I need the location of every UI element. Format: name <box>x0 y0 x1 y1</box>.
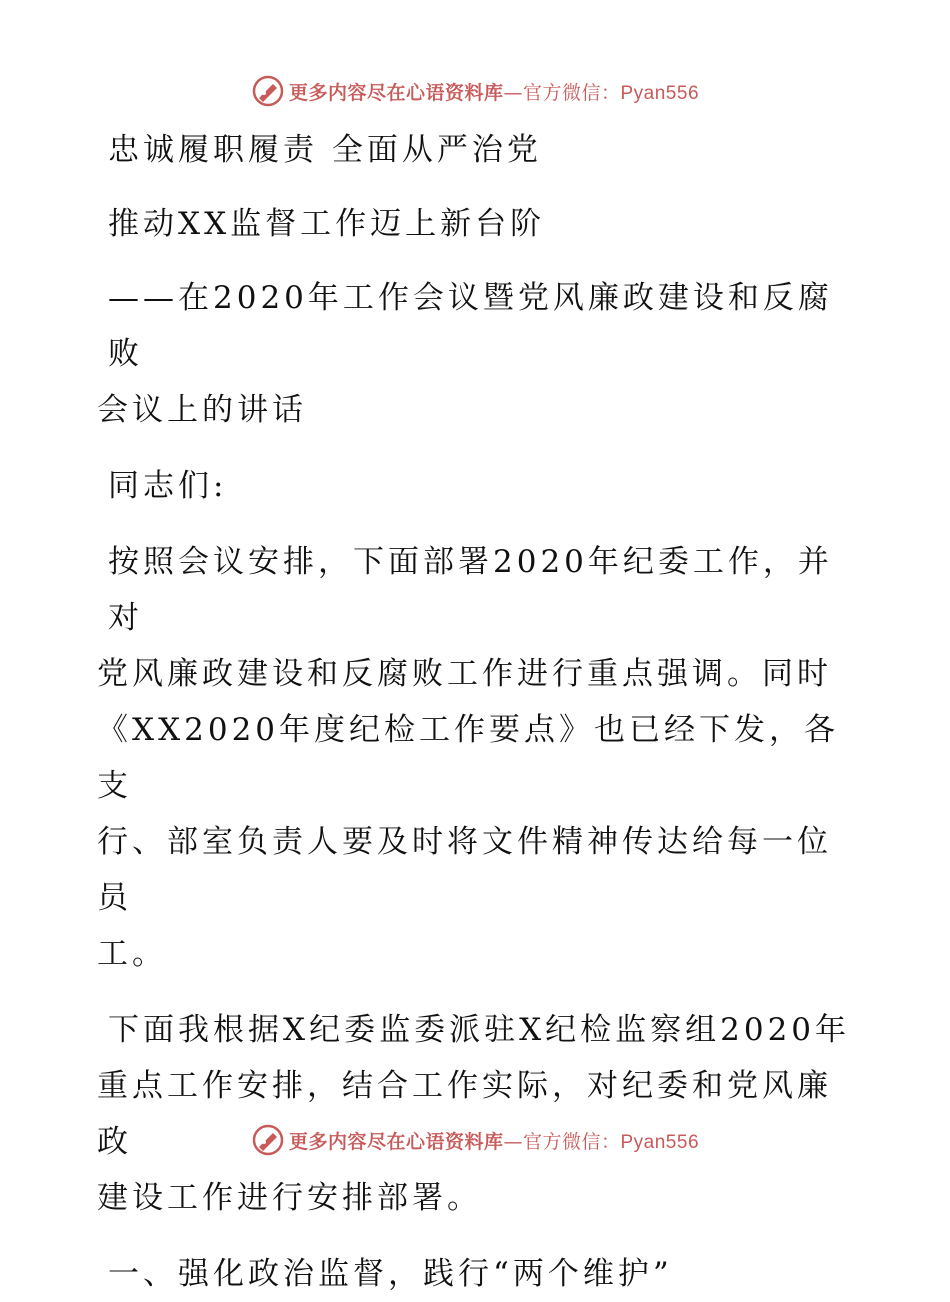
watermark-wechat-id: Pyan556 <box>620 1131 700 1153</box>
watermark-text <box>289 1127 699 1154</box>
pen-logo-icon <box>251 74 285 108</box>
paragraph-1 <box>97 534 857 982</box>
footer-watermark-banner <box>0 1120 950 1160</box>
header-watermark-banner <box>0 71 950 111</box>
paragraph-1-line-2: 党风廉政建设和反腐败工作进行重点强调。同时 <box>97 656 832 692</box>
subtitle-line-2: 会议上的讲话 <box>97 392 307 428</box>
watermark-label: 官方微信： <box>522 81 621 104</box>
paragraph-1-line-1: 按照会议安排，下面部署2020年纪委工作，并对 <box>108 544 833 636</box>
paragraph-1-line-4: 行、部室负责人要及时将文件精神传达给每一位员 <box>97 824 832 916</box>
watermark-main-text: 更多内容尽在心语资料库 <box>288 81 504 104</box>
title-line-1: 忠诚履职履责 全面从严治党 <box>108 132 542 168</box>
watermark-group <box>251 1123 699 1157</box>
watermark-wechat-id: Pyan556 <box>620 82 700 104</box>
watermark-dash: — <box>503 81 523 104</box>
watermark-dash: — <box>503 1130 523 1153</box>
salutation: 同志们: <box>108 468 228 504</box>
section-heading-1: 一、强化政治监督，践行“两个维护” <box>108 1256 673 1292</box>
watermark-text <box>289 78 699 105</box>
paragraph-2 <box>97 1002 857 1226</box>
watermark-main-text: 更多内容尽在心语资料库 <box>288 1130 504 1153</box>
subtitle-line-1: ——在2020年工作会议暨党风廉政建设和反腐败 <box>108 280 833 372</box>
pen-logo-icon <box>251 1123 285 1157</box>
paragraph-1-line-3: 《XX2020年度纪检工作要点》也已经下发，各支 <box>97 712 840 804</box>
title-line-2: 推动XX监督工作迈上新台阶 <box>108 206 546 242</box>
paragraph-1-line-5: 工。 <box>97 936 167 972</box>
watermark-label: 官方微信： <box>522 1130 621 1153</box>
paragraph-2-line-1: 下面我根据X纪委监委派驻X纪检监察组2020年 <box>108 1012 851 1048</box>
paragraph-2-line-2: 重点工作安排，结合工作实际，对纪委和党风廉政 <box>97 1068 832 1160</box>
subtitle <box>97 270 857 438</box>
paragraph-2-line-3: 建设工作进行安排部署。 <box>97 1180 482 1216</box>
watermark-group <box>251 74 699 108</box>
